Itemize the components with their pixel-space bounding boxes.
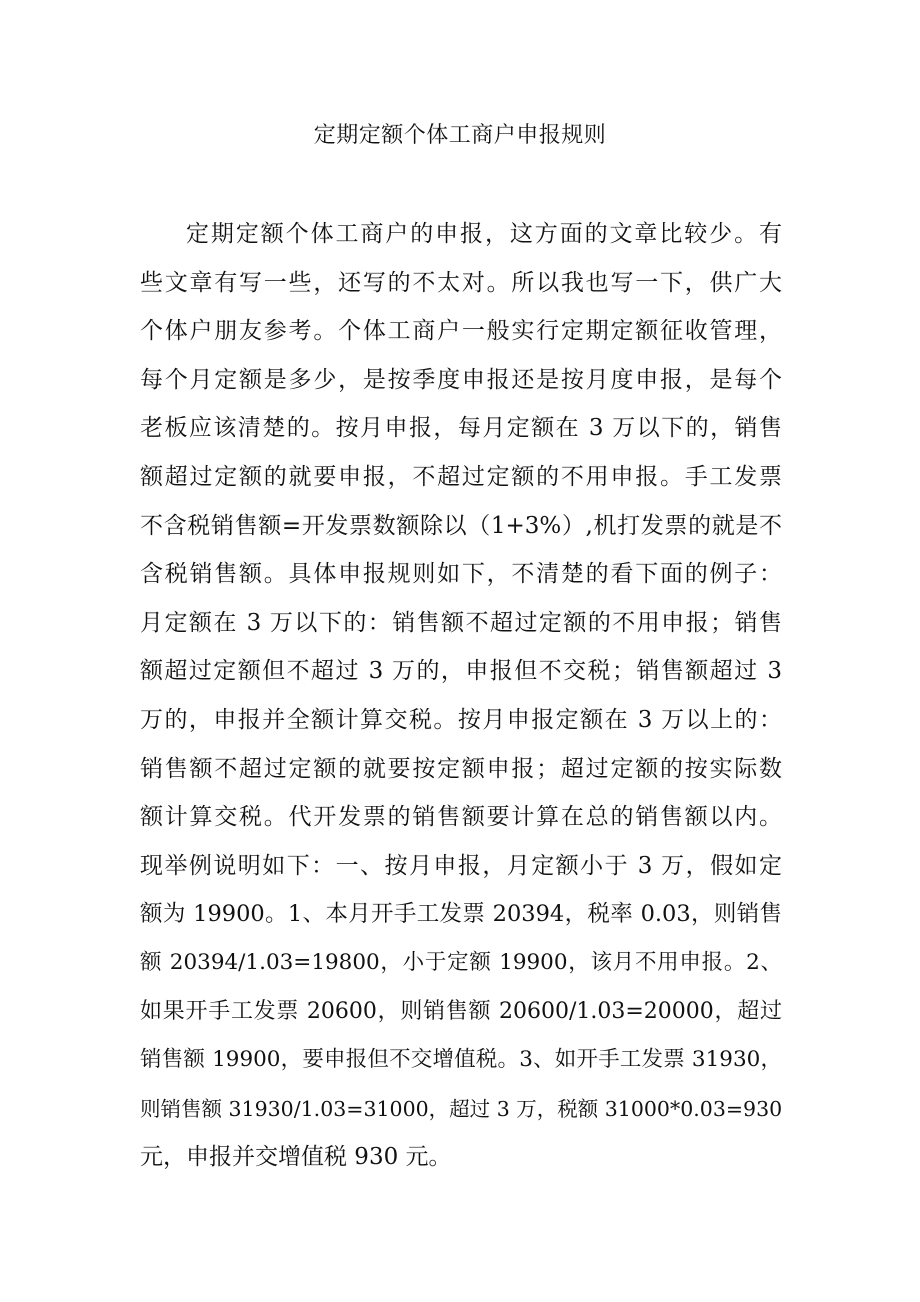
document-body [140, 210, 782, 1182]
body-line: 含税销售额。具体申报规则如下，不清楚的看下面的例子： [140, 561, 782, 588]
body-line: 额超过定额但不超过 3 万的，申报但不交税；销售额超过 3 [140, 658, 782, 685]
body-line: 月定额在 3 万以下的：销售额不超过定额的不用申报；销售 [140, 609, 782, 636]
body-line: 老板应该清楚的。按月申报，每月定额在 3 万以下的，销售 [140, 415, 782, 442]
body-line: 额计算交税。代开发票的销售额要计算在总的销售额以内。 [140, 804, 782, 831]
body-line: 些文章有写一些，还写的不太对。所以我也写一下，供广大 [140, 269, 782, 296]
body-line: 额 20394/1.03=19800，小于定额 19900，该月不用申报。2、 [140, 949, 782, 975]
body-line: 每个月定额是多少，是按季度申报还是按月度申报，是每个 [140, 366, 782, 393]
body-line: 元，申报并交增值税 930 元。 [140, 1144, 452, 1171]
body-line: 定期定额个体工商户的申报，这方面的文章比较少。有 [186, 221, 782, 247]
body-line: 如果开手工发票 20600，则销售额 20600/1.03=20000，超过 [140, 998, 782, 1024]
body-line: 不含税销售额=开发票数额除以（1+3%）,机打发票的就是不 [140, 512, 782, 539]
body-line: 额超过定额的就要申报，不超过定额的不用申报。手工发票 [140, 463, 782, 490]
document-title: 定期定额个体工商户申报规则 [313, 123, 607, 148]
body-line: 万的，申报并全额计算交税。按月申报定额在 3 万以上的： [140, 706, 782, 733]
body-line: 则销售额 31930/1.03=31000，超过 3 万，税额 31000*0.03=930 [140, 1096, 783, 1121]
body-line: 个体户朋友参考。个体工商户一般实行定期定额征收管理， [140, 318, 782, 345]
body-line: 销售额 19900，要申报但不交增值税。3、如开手工发票 31930， [140, 1047, 782, 1073]
body-line: 现举例说明如下：一、按月申报，月定额小于 3 万，假如定 [140, 852, 782, 879]
body-line: 额为 19900。1、本月开手工发票 20394，税率 0.03，则销售 [140, 901, 782, 928]
body-line: 销售额不超过定额的就要按定额申报；超过定额的按实际数 [140, 755, 782, 782]
